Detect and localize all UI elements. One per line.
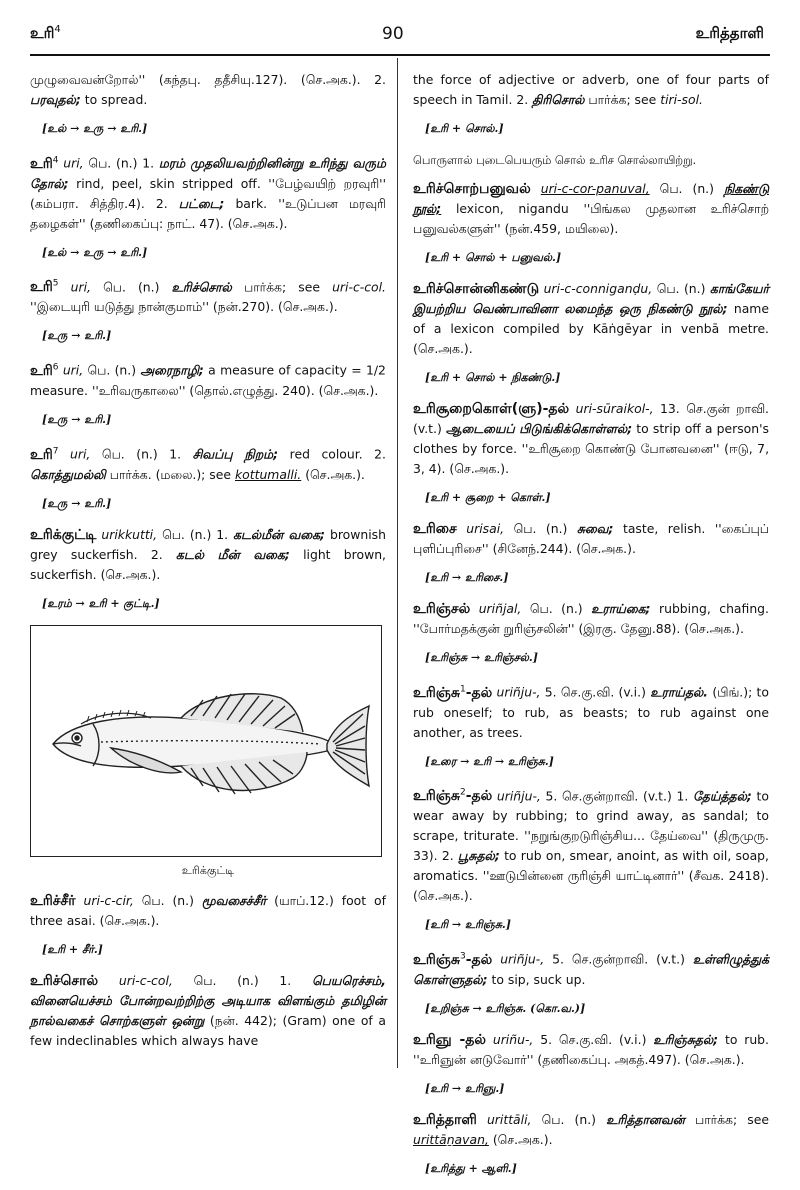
entry-text: பட்டை; — [178, 195, 225, 211]
entry-text: உரிஞ்சு — [413, 684, 460, 701]
entry-text: மூவசைச்சீர் — [201, 892, 267, 908]
entry-text: uriñju-, — [496, 684, 541, 700]
entry-text: (செ.அக.). — [492, 1131, 553, 1147]
headword — [413, 952, 492, 968]
etymology: [உரி → உரிசை.] — [425, 571, 509, 584]
etymology: [உரு → உரி.] — [42, 412, 112, 426]
entry-text: கடல்மீன் வகை; — [233, 526, 325, 542]
headword: உரிக்குட்டி — [30, 526, 97, 543]
headword — [413, 685, 492, 701]
entry-text: kottumalli. — [234, 466, 302, 482]
entry-text: உரி — [30, 279, 53, 296]
entry-text: uri, — [70, 446, 91, 462]
entry-text: -தல் — [465, 684, 493, 701]
etymology: [உரிஞ்சு → உரிஞ்சல்.] — [425, 651, 538, 664]
entry-text: uriñu-, — [492, 1031, 534, 1047]
entry-text: to strip off a person's clothes by force. — [413, 421, 769, 456]
entry-text: ''உரிவருகாலை'' (தொல்.எழுத்து. 240). (செ.அக.). — [91, 382, 379, 398]
entry-urittali — [413, 1110, 769, 1150]
entry-urinju-1 — [413, 679, 769, 743]
entry-text: பார்க்க; see — [588, 92, 657, 107]
entry-text: கொத்துமல்லி — [30, 466, 106, 482]
entry-text: (செ.அக.). — [413, 341, 473, 356]
entry-text: 1 — [459, 684, 466, 694]
etymology: [உரு → உரி.] — [42, 329, 112, 343]
entry-text: tiri-sol. — [660, 92, 703, 107]
entry-text: ''நறுங்குறடுரிஞ்சிய... தேய்வை'' (திருமுரு. 33). 2. — [413, 828, 769, 864]
entry-text: ''உரிஞுன் னடுவோர்'' (தணிகைப்பு. அகத்.497). (செ.அக.). — [413, 1051, 745, 1067]
entry-text: உராய்தல். — [650, 684, 709, 700]
continued-entry — [413, 70, 769, 110]
entry-text: உரி — [30, 446, 53, 463]
entry-urinjal — [413, 599, 769, 639]
entry-text: ''பிங்கல முதலான உரிச்சொற் பனுவல்களுள்'' (நன்.459, மயிலை). — [413, 201, 769, 236]
entry-text: (பிங்.); to rub oneself; to rub, as beasts; to rub against one another, as trees. — [413, 684, 769, 740]
entry-text: 4 — [52, 155, 59, 165]
entry-text: 2 — [459, 787, 466, 798]
entry-text: name of a lexicon compiled by Kāṅgēyar in venbā metre. — [413, 301, 769, 336]
entry-text: uri-c-cir, — [83, 892, 134, 908]
entry-text: -தல் — [465, 951, 493, 968]
usage-note: பொருளால் புடைபெயரும் சொல் உரிச சொல்லாயிற்று. — [413, 153, 697, 167]
entry-text: 5. செ.குன்றாவி. (v.t.) — [552, 951, 685, 967]
entry-text: பெ. (n.) 1. — [193, 972, 292, 988]
entry-text: 13. செ.குன் றாவி. (v.t.) — [413, 401, 769, 436]
entry-uri-6 — [30, 357, 386, 401]
headword — [30, 447, 59, 463]
entry-text: to wear away by rubbing; to grind away, as sandal; to scrape, triturate. — [413, 788, 769, 844]
entry-text: உரி — [30, 362, 53, 379]
entry-urisuraikol — [413, 399, 769, 479]
entry-text: light brown, suckerfish. — [30, 546, 386, 582]
etymology: [உல் → உரு → உரி.] — [42, 122, 148, 135]
etymology: [உரி + சொல்.] — [425, 122, 504, 135]
entry-text: பெ. (n.) 1. — [88, 155, 155, 171]
entry-text: ''இடையுரி யடுத்து நான்குமாம்'' (நன்.270). (செ.அக.). — [30, 299, 338, 315]
entry-text: ''பேழ்வயிற் றரவுரி'' (கம்பரா. சித்திர.4). 2. — [30, 175, 386, 211]
entry-text: to spread. — [84, 92, 148, 107]
entry-text: uriñjal, — [478, 601, 522, 616]
entry-text: பெயரெச்சம், வினையெச்சம் போன்றவற்றிற்கு அடியாக விளங்கும் தமிழின் நால்வகைச் சொற்களுள் ஒன்று — [30, 972, 386, 1028]
entry-text: (யாப்.12.) foot of three asai. (செ.அக.). — [30, 892, 386, 928]
entry-text: பெ. (n.) — [87, 362, 137, 378]
entry-text: bark. — [235, 195, 268, 211]
entry-uri-7 — [30, 441, 386, 485]
entry-text: (செ.அக.). — [305, 466, 365, 482]
entry-text: உள்ளிழுத்துக் கொள்ளுதல்; — [413, 951, 769, 987]
entry-uriccon-nigandu — [413, 279, 769, 359]
etymology: [உரு → உரி.] — [42, 496, 112, 510]
entry-text: uri, — [62, 362, 84, 378]
headword: உரிசூறைகொள்(ளு)-தல் — [413, 401, 570, 417]
entry-text: uri-c-col. — [332, 279, 386, 295]
continued-entry — [30, 70, 386, 110]
etymology: [உரை → உரி → உரிஞ்சு.] — [425, 754, 554, 768]
entry-text: ''உடுப்பன மரவுரி தழைகள்'' (தணிகைப்பு: நாட். 47). (செ.அக.). — [30, 195, 386, 231]
entry-text: 5 — [52, 278, 59, 289]
page-number: 90 — [382, 24, 404, 44]
entry-text: urikkutti, — [101, 526, 158, 542]
entry-text: பெ. (n.) — [103, 279, 160, 295]
entry-text: to sip, suck up. — [491, 971, 586, 987]
entry-text: பார்க்க; see — [243, 279, 320, 295]
entry-text: பெ. (n.) 1. — [101, 446, 182, 462]
entry-text: 2. — [374, 72, 386, 87]
entry-text: சிவப்பு நிறம்; — [192, 446, 279, 462]
entry-text: ''போர்மதக்குன் றுரிஞ்சலின்'' (இரகு. தேனு.88). (செ.அக.). — [413, 621, 744, 636]
left-guide-word: உரி$^4$ — [30, 24, 61, 42]
entry-text: uri, — [70, 279, 91, 295]
entry-text: பெ. (n.) — [541, 1111, 597, 1127]
entry-urikkutti — [30, 525, 386, 585]
entry-text: மரம் முதலியவற்றினின்று உரிந்து வரும் தோல்; — [30, 155, 386, 191]
entry-text: uri-c-col, — [118, 972, 173, 988]
column-divider — [397, 58, 398, 1068]
entry-text: பெ. (n.) 1. — [162, 526, 229, 542]
entry-text: uriñju-, — [496, 788, 541, 804]
entry-text: பார்க்க; see — [694, 1111, 769, 1127]
entry-text: பரவுதல்; — [30, 92, 81, 107]
headword: உரிசை — [413, 521, 457, 537]
entry-text: உரித்தானவன் — [606, 1111, 685, 1127]
etymology: [உரி → உரிஞு.] — [425, 1081, 505, 1095]
entry-text: திரிசொல் — [532, 92, 585, 107]
entry-text: lexicon, nigandu — [455, 201, 569, 216]
entry-text: உரிஞு — [413, 1031, 452, 1048]
entry-text: பெ. (n.) — [656, 281, 706, 296]
entry-text: சுவை; — [576, 521, 614, 536]
etymology: [உரி + சூறை + கொள்.] — [425, 491, 551, 504]
entry-text: urittāṉavan, — [413, 1131, 489, 1147]
entry-text: uriñju-, — [500, 951, 545, 967]
entry-uri-5 — [30, 274, 386, 318]
etymology: [உரி → உரிஞ்சு.] — [425, 918, 511, 932]
entry-text: முழுவைவன்றோல்'' (கந்தபு. ததீசியு.127). (செ.அக.). — [30, 72, 361, 87]
entry-text: 5. செ.கு.வி. (v.i.) — [544, 684, 646, 700]
entry-text: பெ. (n.) — [513, 521, 568, 536]
entry-text: the force of adjective or adverb, one of four parts of speech in Tamil. 2. — [413, 72, 769, 107]
right-column — [413, 70, 769, 1190]
entry-text: 3 — [459, 951, 466, 962]
entry-text: urisai, — [466, 521, 505, 536]
entry-text: அரைநாழி; — [140, 362, 204, 378]
headword: உரிச்சொன்னிகண்டு — [413, 281, 540, 297]
entry-text: red colour. 2. — [289, 446, 386, 462]
left-column — [30, 70, 386, 1060]
headword — [413, 1032, 486, 1048]
entry-text: உரி — [30, 155, 53, 172]
headword: உரித்தாளி — [413, 1111, 477, 1128]
entry-text: uri, — [63, 155, 84, 171]
entry-text: பெ. (n.) — [659, 181, 714, 196]
headword — [30, 279, 59, 295]
entry-text: uri-c-conniganḍu, — [543, 281, 653, 296]
entry-text: ''ஊடுபின்னை ருரிஞ்சி யாட்டினார்'' (சீவக. 2418). (செ.அக.). — [413, 868, 769, 904]
headword: உரிச்சீர் — [30, 892, 76, 909]
entry-urinju-3 — [413, 946, 769, 990]
entry-text: ''உரிசூறை கொண்டு போனவனை'' (ஈடு, 7, 3, 4). (செ.அக.). — [413, 441, 770, 476]
headword: உரிச்சொல் — [30, 972, 99, 989]
entry-uriccir — [30, 891, 386, 931]
headword — [30, 156, 59, 172]
entry-text: காங்கேயர் இயற்றிய வெண்பாவினா லமைந்த ஒரு நிகண்டு நூல்; — [413, 281, 769, 316]
entry-uriccol — [30, 971, 386, 1051]
suckerfish-illustration — [30, 625, 382, 857]
figure-caption: உரிக்குட்டி — [181, 863, 235, 877]
entry-text: பெ. (n.) — [141, 892, 194, 908]
entry-text: உரிஞ்சுதல்; — [653, 1031, 719, 1047]
headword — [30, 363, 59, 379]
entry-text: ஆடையைப் பிடுங்கிக்கொள்ளல்; — [445, 421, 633, 436]
entry-urisai — [413, 519, 769, 559]
entry-uriccorpanuval — [413, 179, 769, 239]
entry-urinju-2 — [413, 783, 769, 907]
entry-text: -தல் — [465, 788, 493, 805]
entry-text: உரிச்சொல் — [171, 279, 232, 295]
entry-text: -தல் — [459, 1031, 486, 1048]
entry-text: to rub on, smear, anoint, as with oil, soap, aromatics. — [413, 848, 769, 884]
headword: உரிச்சொற்பனுவல் — [413, 181, 531, 197]
etymology: [உரி + சீர்.] — [42, 942, 103, 956]
page-header — [0, 0, 800, 56]
etymology: [உல் → உரு → உரி.] — [42, 245, 148, 259]
etymology: [உரி + சொல் + பனுவல்.] — [425, 251, 562, 264]
entry-text: brownish grey suckerfish. 2. — [30, 526, 386, 562]
entry-text: தேய்த்தல்; — [692, 788, 752, 804]
entry-text: உரிஞ்சு — [413, 951, 460, 968]
headword: உரிஞ்சல் — [413, 601, 471, 617]
header-rule — [30, 54, 770, 56]
right-guide-word: உரித்தாளி — [695, 24, 764, 42]
entry-text: rind, peel, skin stripped off. — [76, 175, 261, 191]
entry-text: உராய்கை; — [591, 601, 651, 616]
entry-text: உரிஞ்சு — [413, 788, 460, 805]
entry-text: to rub. — [724, 1031, 769, 1047]
entry-text: (நன். 442); (Gram) one of a few indeclinables which always have — [30, 1012, 386, 1048]
entry-text: கடல் மீன் வகை; — [175, 546, 290, 562]
fish-drawing — [31, 626, 381, 856]
entry-text: (செ.அக.). — [100, 566, 161, 582]
entry-text: rubbing, chafing. — [659, 601, 769, 616]
entry-text: நிகண்டு நூல்; — [413, 181, 769, 216]
entry-text: 5. செ.குன்றாவி. (v.t.) 1. — [545, 788, 689, 804]
etymology: [உரித்து + ஆளி.] — [425, 1161, 517, 1175]
entry-text: பார்க்க. (மலை.); see — [109, 466, 232, 482]
entry-uri-4 — [30, 150, 386, 234]
entry-text: uri-sūraikol-, — [575, 401, 654, 416]
entry-text: taste, relish. — [622, 521, 706, 536]
etymology: [உறிஞ்சு → உரிஞ்சு. (கொ.வ.)] — [425, 1001, 586, 1015]
entry-text: a measure of capacity = 1/2 measure. — [30, 362, 386, 398]
entry-text: ''கைப்புப் புளிப்புரிசை'' (சினேந்.244). (செ.அக.). — [413, 521, 769, 556]
entry-text: 5. செ.கு.வி. (v.i.) — [540, 1031, 647, 1047]
entry-text: urittāli, — [486, 1111, 532, 1127]
entry-text: 6 — [52, 362, 59, 373]
headword — [413, 788, 492, 804]
entry-urinu — [413, 1030, 769, 1070]
entry-text: 7 — [52, 445, 59, 456]
entry-text: பெ. (n.) — [529, 601, 583, 616]
etymology: [உரி + சொல் + நிகண்டு.] — [425, 371, 561, 384]
entry-text: uri-c-cor-panuval, — [540, 181, 650, 196]
entry-text: பூசுதல்; — [457, 848, 500, 864]
etymology: [உரம் → உரி + குட்டி.] — [42, 596, 160, 610]
